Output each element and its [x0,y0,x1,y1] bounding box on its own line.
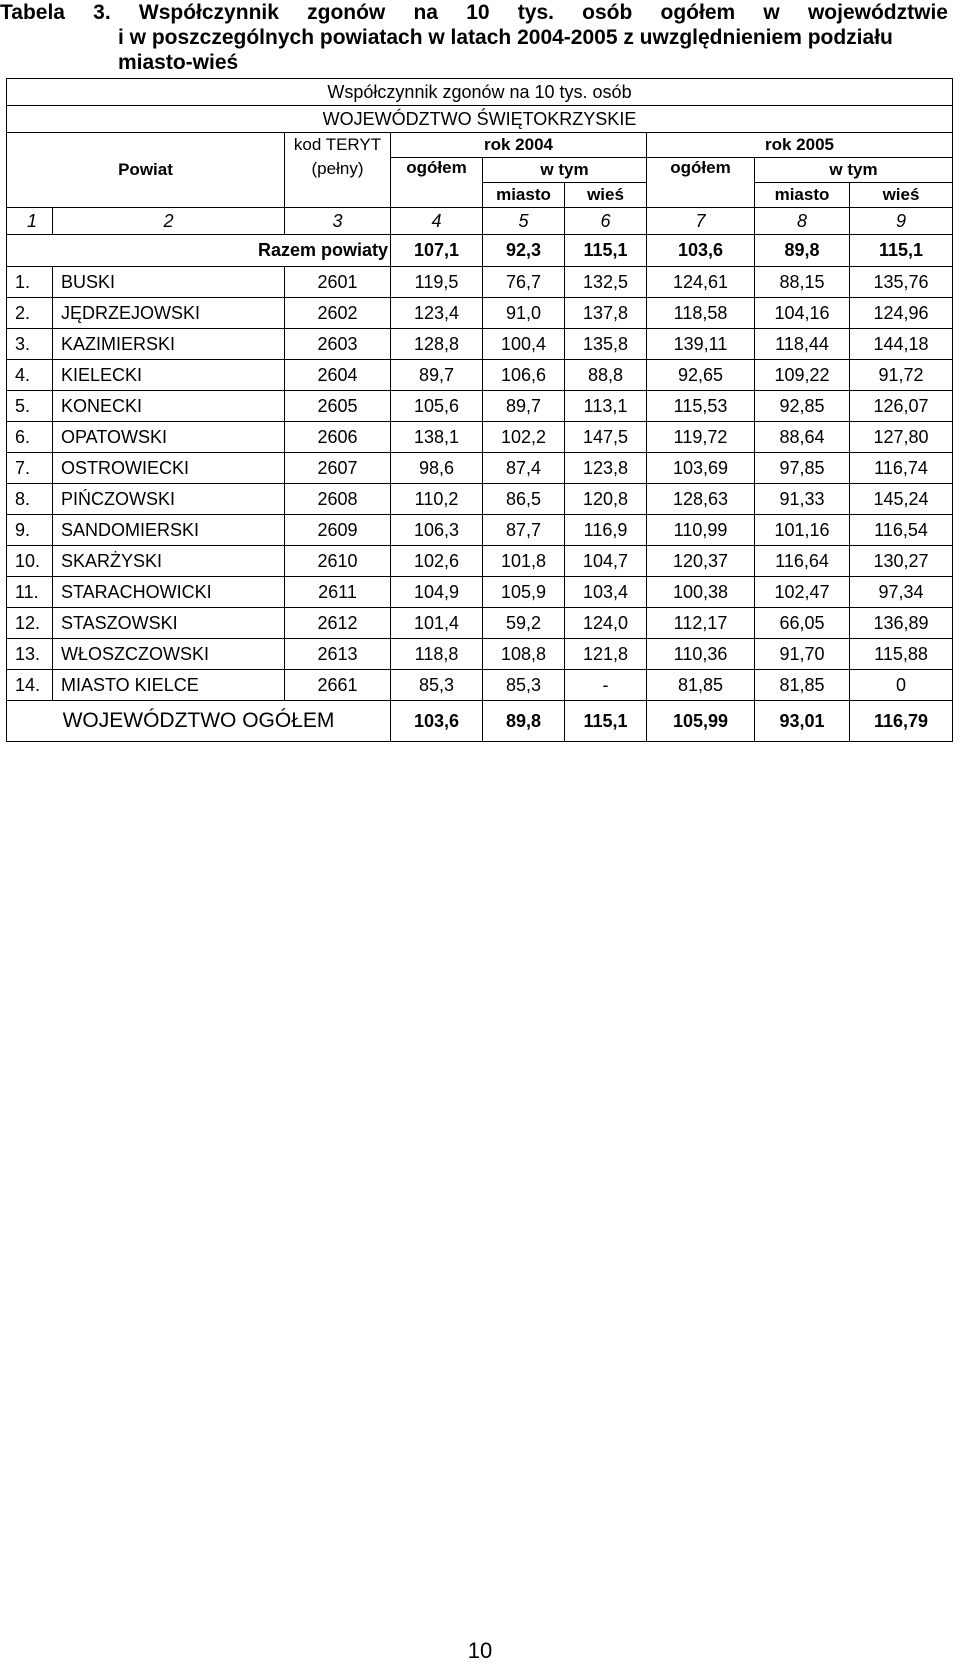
rate-value: 86,5 [483,484,565,515]
rate-value: 100,38 [647,577,755,608]
region-title: WOJEWÓDZTWO ŚWIĘTOKRZYSKIE [7,106,953,133]
rate-value: 145,24 [850,484,953,515]
table-row [7,577,953,608]
caption-word: tys. [517,1,554,24]
table-row [7,670,953,701]
rate-value: 110,99 [647,515,755,546]
rate-value: 118,8 [391,639,483,670]
row-number: 2. [7,298,53,329]
rate-value: 88,15 [755,267,850,298]
rate-value: 118,44 [755,329,850,360]
rate-value: 120,8 [565,484,647,515]
rate-value: 119,72 [647,422,755,453]
column-number: 1 [7,208,53,235]
caption-word: osób [582,1,633,24]
rate-value: 126,07 [850,391,953,422]
rate-value: 102,6 [391,546,483,577]
row-number: 6. [7,422,53,453]
rate-value: 91,33 [755,484,850,515]
rate-value: 113,1 [565,391,647,422]
wtym-2004-header: w tym [483,158,647,183]
total-value: 89,8 [483,701,565,742]
caption-word: zgonów [307,1,386,24]
rate-value: 100,4 [483,329,565,360]
row-number: 8. [7,484,53,515]
teryt-code: 2612 [285,608,391,639]
district-name: JĘDRZEJOWSKI [53,298,285,329]
table-row [7,639,953,670]
table-row [7,360,953,391]
rate-value: 92,85 [755,391,850,422]
table-row [7,484,953,515]
rate-value: 89,7 [483,391,565,422]
rate-value: 101,4 [391,608,483,639]
total-value: 115,1 [565,701,647,742]
wtym-2005-header: w tym [755,158,953,183]
rate-value: 98,6 [391,453,483,484]
rate-value: 87,4 [483,453,565,484]
rate-value: 101,16 [755,515,850,546]
row-number: 14. [7,670,53,701]
rate-value: - [565,670,647,701]
rate-value: 109,22 [755,360,850,391]
year-2005-header: rok 2005 [647,133,953,158]
rate-value: 112,17 [647,608,755,639]
district-name: STARACHOWICKI [53,577,285,608]
table-row [7,391,953,422]
rate-value: 137,8 [565,298,647,329]
district-name: SANDOMIERSKI [53,515,285,546]
rate-value: 116,74 [850,453,953,484]
teryt-code: 2608 [285,484,391,515]
district-name: MIASTO KIELCE [53,670,285,701]
razem-label: Razem powiaty [7,235,391,267]
page-number: 10 [467,1638,493,1663]
rate-value: 105,6 [391,391,483,422]
teryt-code: 2607 [285,453,391,484]
district-name: KIELECKI [53,360,285,391]
rate-value: 144,18 [850,329,953,360]
rate-value: 81,85 [647,670,755,701]
column-number: 9 [850,208,953,235]
teryt-header [285,133,391,208]
table-caption [0,0,948,75]
column-number: 5 [483,208,565,235]
rate-value: 110,36 [647,639,755,670]
razem-value: 115,1 [565,235,647,267]
teryt-code: 2605 [285,391,391,422]
table-row [7,515,953,546]
table-row [7,298,953,329]
rate-value: 76,7 [483,267,565,298]
district-name: KONECKI [53,391,285,422]
rate-value: 106,6 [483,360,565,391]
table-row [7,608,953,639]
rate-value: 121,8 [565,639,647,670]
rate-value: 118,58 [647,298,755,329]
row-number: 4. [7,360,53,391]
row-number: 3. [7,329,53,360]
teryt-code: 2606 [285,422,391,453]
caption-word: województwie [807,1,948,24]
rate-value: 104,7 [565,546,647,577]
rate-value: 116,64 [755,546,850,577]
rate-value: 108,8 [483,639,565,670]
total-value: 105,99 [647,701,755,742]
rate-value: 130,27 [850,546,953,577]
table-row [7,453,953,484]
column-number-row [7,208,953,235]
teryt-code: 2603 [285,329,391,360]
razem-value: 115,1 [850,235,953,267]
wies-2004-header: wieś [565,183,647,208]
teryt-code: 2610 [285,546,391,577]
rate-value: 128,8 [391,329,483,360]
caption-line-1 [0,0,948,25]
rate-value: 139,11 [647,329,755,360]
rate-value: 132,5 [565,267,647,298]
caption-word: Współczynnik [138,1,279,24]
rate-value: 105,9 [483,577,565,608]
rate-value: 87,7 [483,515,565,546]
razem-row [7,235,953,267]
caption-word: Tabela [0,1,65,24]
powiat-header: Powiat [7,133,285,208]
razem-value: 107,1 [391,235,483,267]
rate-value: 135,76 [850,267,953,298]
rate-value: 123,4 [391,298,483,329]
rate-value: 116,54 [850,515,953,546]
rate-value: 120,37 [647,546,755,577]
rate-value: 85,3 [483,670,565,701]
rate-value: 119,5 [391,267,483,298]
rate-value: 128,63 [647,484,755,515]
rate-value: 136,89 [850,608,953,639]
rate-value: 115,53 [647,391,755,422]
rate-value: 123,8 [565,453,647,484]
column-number: 2 [53,208,285,235]
teryt-code: 2609 [285,515,391,546]
rate-value: 91,0 [483,298,565,329]
rate-value: 110,2 [391,484,483,515]
column-number: 4 [391,208,483,235]
caption-word: w [763,1,780,24]
teryt-header-line: (pełny) [311,159,364,178]
teryt-code: 2661 [285,670,391,701]
rate-value: 106,3 [391,515,483,546]
razem-value: 89,8 [755,235,850,267]
rate-value: 116,9 [565,515,647,546]
rate-value: 0 [850,670,953,701]
district-name: KAZIMIERSKI [53,329,285,360]
total-value: 93,01 [755,701,850,742]
rate-value: 138,1 [391,422,483,453]
rate-value: 147,5 [565,422,647,453]
teryt-code: 2613 [285,639,391,670]
rate-value: 59,2 [483,608,565,639]
rate-value: 92,65 [647,360,755,391]
table-row [7,267,953,298]
rate-value: 88,64 [755,422,850,453]
rate-value: 85,3 [391,670,483,701]
total-row [7,701,953,742]
rate-value: 103,69 [647,453,755,484]
total-value: 103,6 [391,701,483,742]
wies-2005-header: wieś [850,183,953,208]
rate-value: 104,16 [755,298,850,329]
district-name: OSTROWIECKI [53,453,285,484]
rate-value: 124,0 [565,608,647,639]
district-name: STASZOWSKI [53,608,285,639]
table-row [7,546,953,577]
caption-word: 3. [93,1,111,24]
rate-value: 135,8 [565,329,647,360]
teryt-code: 2611 [285,577,391,608]
year-2004-header: rok 2004 [391,133,647,158]
caption-word: ogółem [660,1,736,24]
district-name: OPATOWSKI [53,422,285,453]
row-number: 5. [7,391,53,422]
teryt-code: 2602 [285,298,391,329]
row-number: 13. [7,639,53,670]
rate-value: 102,2 [483,422,565,453]
mortality-table [6,78,953,742]
rate-value: 115,88 [850,639,953,670]
ogolem-2005-header: ogółem [647,158,755,208]
district-name: BUSKI [53,267,285,298]
district-name: PIŃCZOWSKI [53,484,285,515]
rate-value: 88,8 [565,360,647,391]
ogolem-2004-header: ogółem [391,158,483,208]
miasto-2005-header: miasto [755,183,850,208]
table-row [7,329,953,360]
rate-value: 104,9 [391,577,483,608]
rate-value: 127,80 [850,422,953,453]
caption-word: 10 [466,1,490,24]
row-number: 7. [7,453,53,484]
rate-value: 124,61 [647,267,755,298]
district-name: WŁOSZCZOWSKI [53,639,285,670]
row-number: 9. [7,515,53,546]
district-name: SKARŻYSKI [53,546,285,577]
rate-value: 103,4 [565,577,647,608]
column-number: 8 [755,208,850,235]
teryt-code: 2601 [285,267,391,298]
row-number: 1. [7,267,53,298]
column-number: 7 [647,208,755,235]
razem-value: 103,6 [647,235,755,267]
rate-value: 91,70 [755,639,850,670]
caption-continuation: i w poszczególnych powiatach w latach 2004-2005 z uwzględnieniem podziału miasto-wieś [118,26,893,74]
rate-value: 102,47 [755,577,850,608]
column-number: 6 [565,208,647,235]
rate-value: 124,96 [850,298,953,329]
rate-value: 91,72 [850,360,953,391]
column-number: 3 [285,208,391,235]
table-super-title: Współczynnik zgonów na 10 tys. osób [7,79,953,106]
teryt-header-line: kod TERYT [293,135,382,154]
rate-value: 97,34 [850,577,953,608]
rate-value: 97,85 [755,453,850,484]
rate-value: 66,05 [755,608,850,639]
rate-value: 101,8 [483,546,565,577]
total-value: 116,79 [850,701,953,742]
miasto-2004-header: miasto [483,183,565,208]
row-number: 12. [7,608,53,639]
caption-word: na [413,1,438,24]
total-label: WOJEWÓDZTWO OGÓŁEM [7,701,391,742]
rate-value: 89,7 [391,360,483,391]
table-row [7,422,953,453]
teryt-code: 2604 [285,360,391,391]
rate-value: 81,85 [755,670,850,701]
razem-value: 92,3 [483,235,565,267]
row-number: 11. [7,577,53,608]
row-number: 10. [7,546,53,577]
